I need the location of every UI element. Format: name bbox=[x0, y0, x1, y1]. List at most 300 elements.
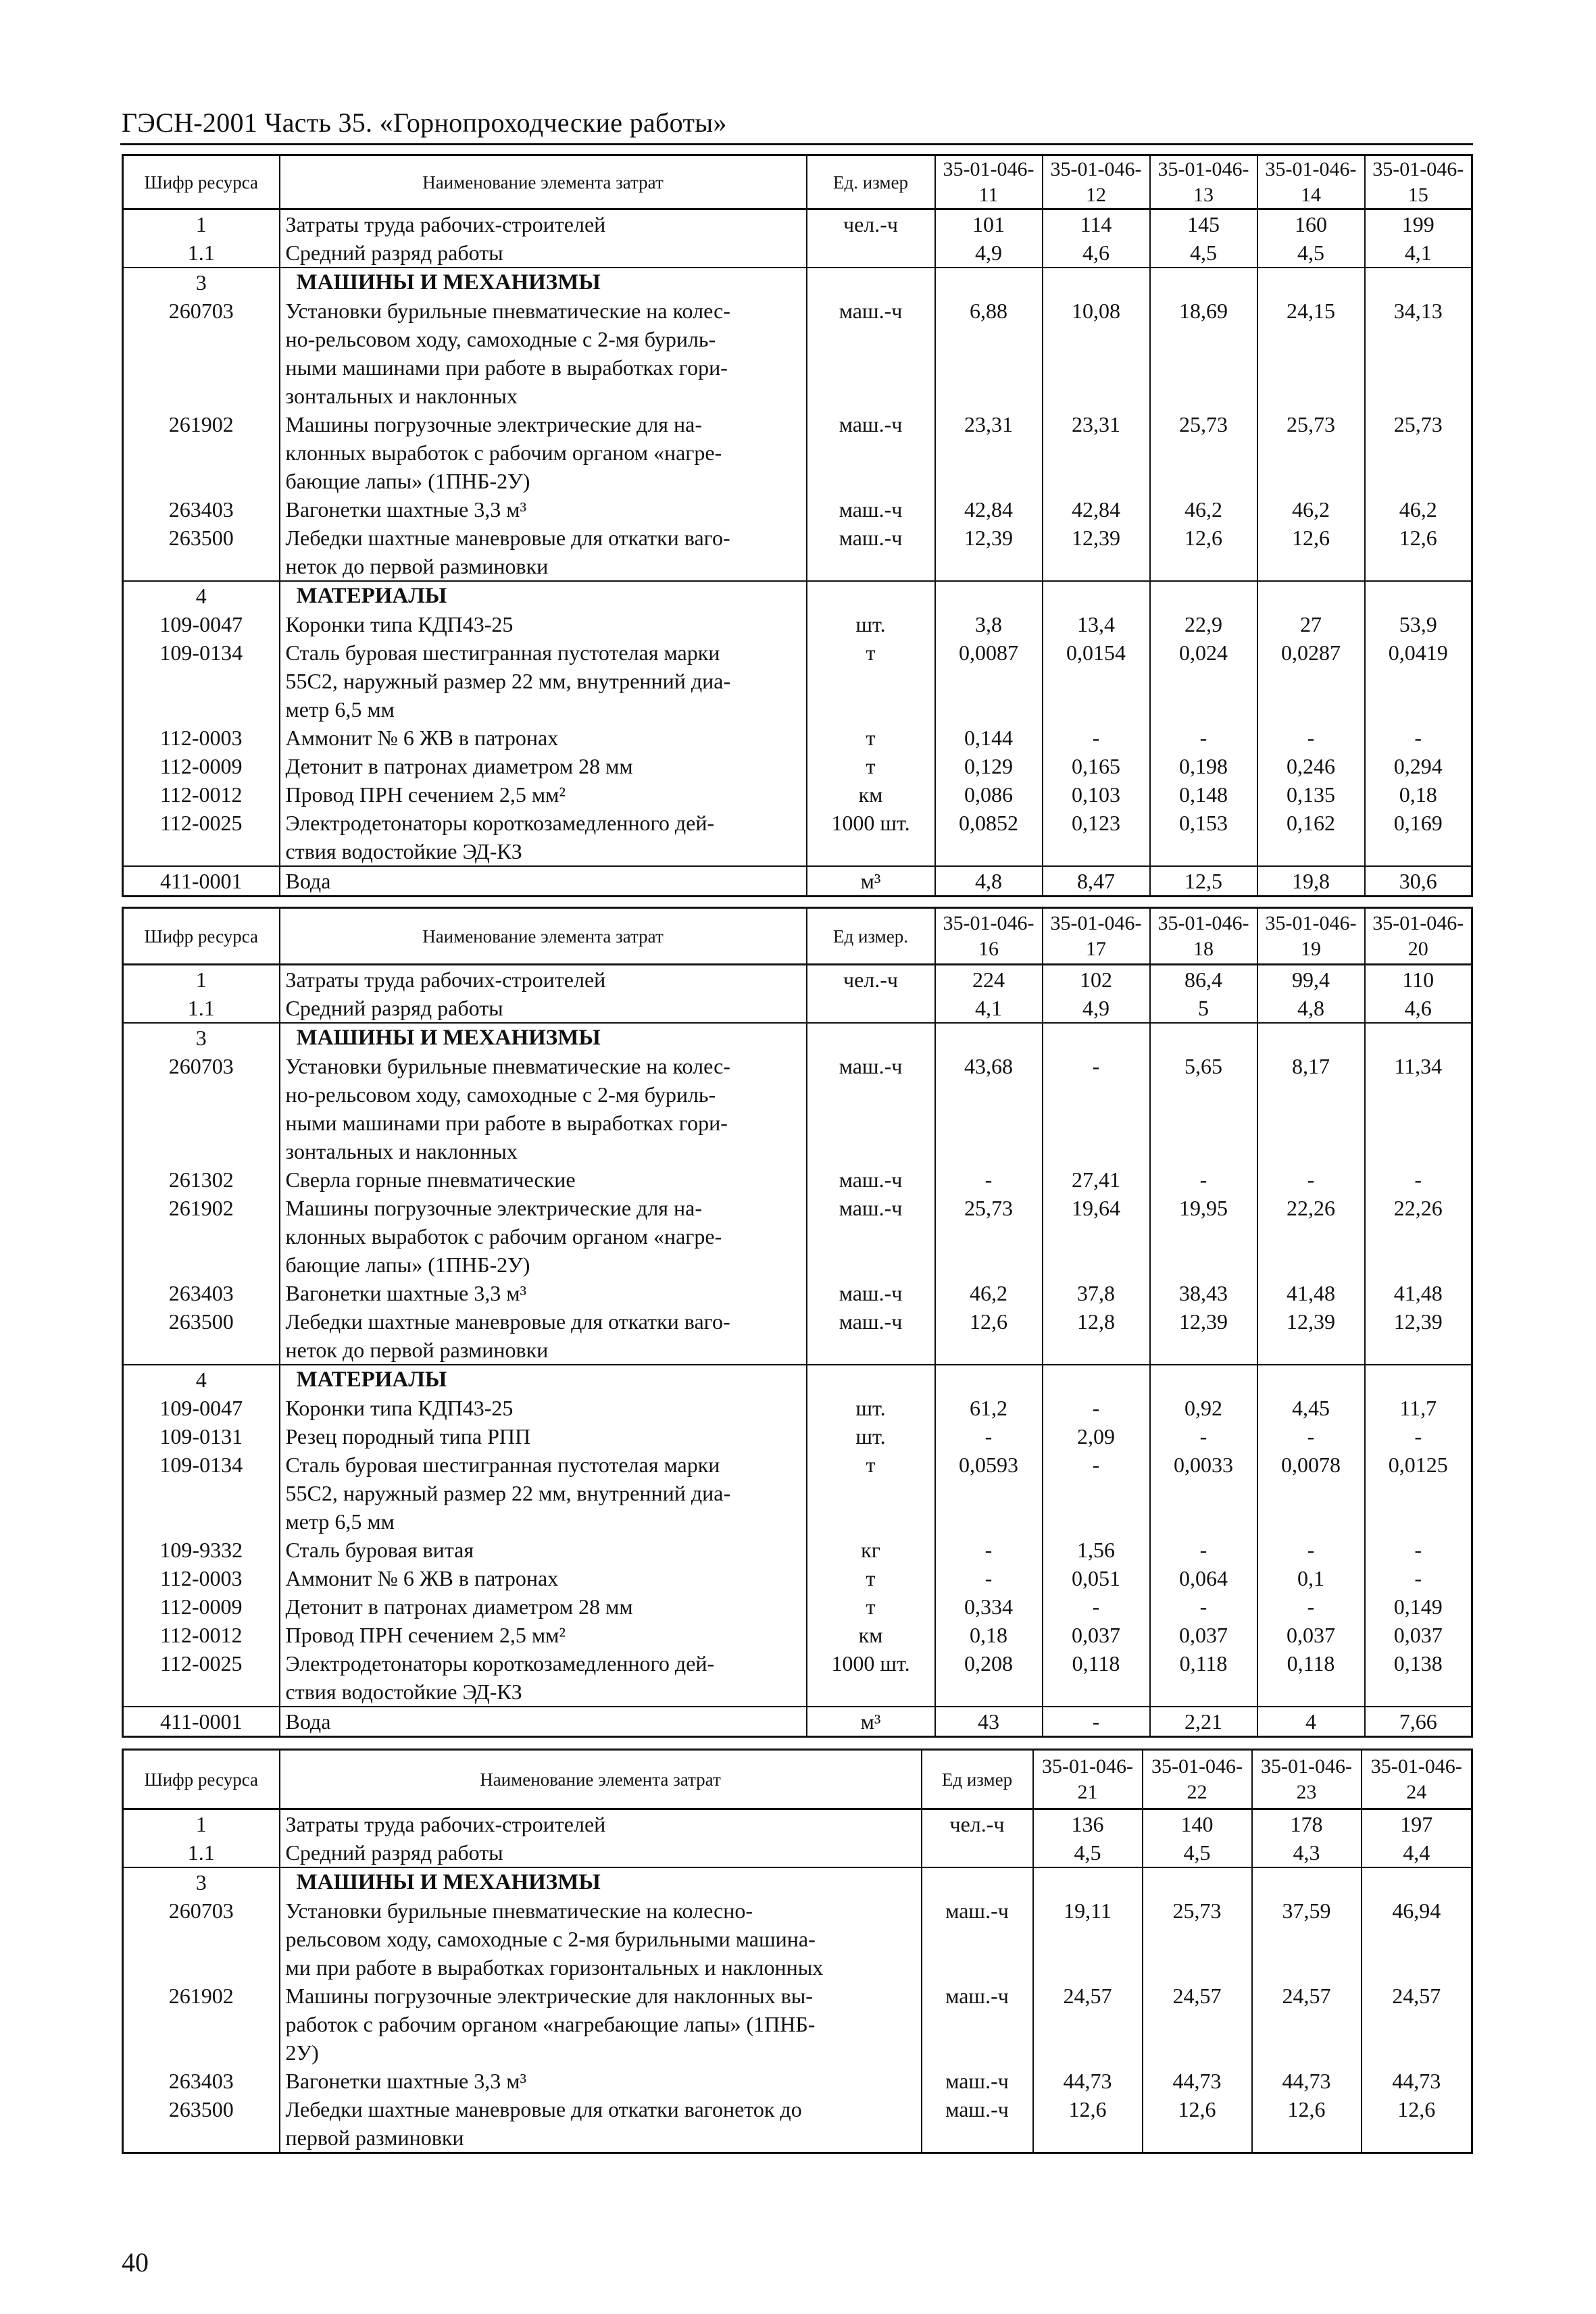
table-row bbox=[123, 1394, 1472, 1422]
resource-value: 110 bbox=[1365, 965, 1472, 995]
header-col-2: 35-01-046-12 bbox=[1043, 155, 1150, 209]
resource-value: 0,149 bbox=[1365, 1592, 1472, 1621]
table-row bbox=[123, 2010, 1472, 2038]
resource-value bbox=[1365, 1336, 1472, 1365]
resource-value: 10,08 bbox=[1043, 297, 1150, 325]
resource-value: 86,4 bbox=[1150, 965, 1257, 995]
resource-code bbox=[123, 667, 280, 695]
resource-value bbox=[1043, 1479, 1150, 1507]
resource-value: 12,6 bbox=[1150, 524, 1257, 552]
table-row bbox=[123, 1621, 1472, 1649]
resource-value: 41,48 bbox=[1365, 1279, 1472, 1307]
table-row bbox=[123, 1137, 1472, 1165]
resource-value bbox=[1043, 1365, 1150, 1394]
resource-value bbox=[1362, 2010, 1472, 2038]
resource-value: 114 bbox=[1043, 209, 1150, 239]
resource-value: - bbox=[1043, 1394, 1150, 1422]
table-row bbox=[123, 1678, 1472, 1707]
table-row bbox=[123, 1564, 1472, 1592]
resource-value: 178 bbox=[1252, 1809, 1362, 1839]
resource-value: 0,0078 bbox=[1257, 1451, 1365, 1479]
resource-value bbox=[935, 1507, 1043, 1536]
resource-table-3 bbox=[122, 1749, 1473, 2154]
resource-code bbox=[123, 1137, 280, 1165]
table-row bbox=[123, 1336, 1472, 1365]
resource-value: 12,6 bbox=[1252, 2095, 1362, 2123]
resource-value bbox=[1043, 695, 1150, 724]
resource-unit: маш.-ч bbox=[807, 1194, 935, 1222]
table-row bbox=[123, 866, 1472, 897]
resource-value bbox=[1150, 438, 1257, 467]
resource-value: 38,43 bbox=[1150, 1279, 1257, 1307]
resource-value: 0,169 bbox=[1365, 809, 1472, 837]
resource-value bbox=[935, 1479, 1043, 1507]
resource-code: 263403 bbox=[123, 1279, 280, 1307]
resource-value bbox=[1257, 667, 1365, 695]
resource-name: Коронки типа КДП43-25 bbox=[280, 1394, 807, 1422]
resource-value bbox=[1257, 552, 1365, 581]
resource-name: метр 6,5 мм bbox=[280, 695, 807, 724]
resource-name: МАШИНЫ И МЕХАНИЗМЫ bbox=[280, 1023, 807, 1052]
resource-name: Вагонетки шахтные 3,3 м³ bbox=[280, 495, 807, 524]
page-header: ГЭСН-2001 Часть 35. «Горнопроходческие работы» bbox=[122, 107, 727, 138]
resource-value: - bbox=[1257, 1536, 1365, 1564]
resource-name: бающие лапы» (1ПНБ-2У) bbox=[280, 467, 807, 495]
table-row bbox=[123, 752, 1472, 780]
resource-name: бающие лапы» (1ПНБ-2У) bbox=[280, 1251, 807, 1279]
resource-value: - bbox=[1257, 1422, 1365, 1451]
resource-value bbox=[935, 268, 1043, 297]
resource-unit: маш.-ч bbox=[922, 1896, 1033, 1925]
resource-unit bbox=[807, 552, 935, 581]
resource-value: - bbox=[935, 1536, 1043, 1564]
table-row bbox=[123, 1307, 1472, 1336]
resource-value bbox=[1365, 353, 1472, 382]
resource-value: - bbox=[1150, 724, 1257, 752]
resource-unit: м³ bbox=[807, 1707, 935, 1737]
header-code: Шифр ресурса bbox=[123, 155, 280, 209]
resource-name: Сталь буровая витая bbox=[280, 1536, 807, 1564]
resource-unit bbox=[807, 667, 935, 695]
resource-code: 109-0134 bbox=[123, 1451, 280, 1479]
resource-value bbox=[1143, 2123, 1252, 2153]
table-row bbox=[123, 724, 1472, 752]
resource-value bbox=[935, 467, 1043, 495]
resource-value: 0,0287 bbox=[1257, 638, 1365, 667]
resource-value bbox=[1150, 1507, 1257, 1536]
resource-value: 23,31 bbox=[935, 410, 1043, 438]
resource-name: работок с рабочим органом «нагребающие лапы» (1ПНБ- bbox=[280, 2010, 922, 2038]
resource-unit bbox=[807, 1109, 935, 1137]
resource-value: 25,73 bbox=[935, 1194, 1043, 1222]
resource-value: 41,48 bbox=[1257, 1279, 1365, 1307]
resource-value: 12,39 bbox=[935, 524, 1043, 552]
table-row bbox=[123, 1451, 1472, 1479]
resource-name: зонтальных и наклонных bbox=[280, 382, 807, 410]
resource-value: 53,9 bbox=[1365, 610, 1472, 638]
resource-value: 140 bbox=[1143, 1809, 1252, 1839]
resource-code bbox=[123, 1925, 280, 1953]
resource-name: Аммонит № 6 ЖВ в патронах bbox=[280, 724, 807, 752]
resource-name: Вода bbox=[280, 1707, 807, 1737]
resource-value bbox=[935, 1222, 1043, 1251]
table-row bbox=[123, 1982, 1472, 2010]
resource-code: 4 bbox=[123, 1365, 280, 1394]
resource-name: Установки бурильные пневматические на колес- bbox=[280, 297, 807, 325]
resource-value: - bbox=[1043, 724, 1150, 752]
resource-value bbox=[935, 1109, 1043, 1137]
table-row bbox=[123, 209, 1472, 239]
resource-value: 0,294 bbox=[1365, 752, 1472, 780]
table-row bbox=[123, 1925, 1472, 1953]
resource-name: клонных выработок с рабочим органом «нагре- bbox=[280, 1222, 807, 1251]
resource-value: 46,2 bbox=[1150, 495, 1257, 524]
resource-unit bbox=[922, 1953, 1033, 1982]
resource-value: 46,2 bbox=[1365, 495, 1472, 524]
resource-name: ными машинами при работе в выработках гори- bbox=[280, 1109, 807, 1137]
resource-value bbox=[1365, 1109, 1472, 1137]
resource-unit bbox=[807, 695, 935, 724]
resource-value: 12,39 bbox=[1043, 524, 1150, 552]
resource-value: 0,118 bbox=[1043, 1649, 1150, 1678]
resource-value: 0,118 bbox=[1257, 1649, 1365, 1678]
resource-value: 0,0033 bbox=[1150, 1451, 1257, 1479]
header-col-4: 35-01-046-24 bbox=[1362, 1750, 1472, 1809]
resource-value bbox=[935, 581, 1043, 610]
resource-value: 0,0125 bbox=[1365, 1451, 1472, 1479]
resource-value: - bbox=[1365, 1165, 1472, 1194]
resource-value: 0,198 bbox=[1150, 752, 1257, 780]
resource-value bbox=[935, 695, 1043, 724]
resource-value: 44,73 bbox=[1143, 2067, 1252, 2095]
header-row bbox=[123, 908, 1472, 965]
resource-unit: маш.-ч bbox=[807, 1165, 935, 1194]
resource-unit bbox=[807, 994, 935, 1023]
resource-table-2 bbox=[122, 907, 1473, 1738]
resource-code: 261902 bbox=[123, 410, 280, 438]
resource-name: Детонит в патронах диаметром 28 мм bbox=[280, 1592, 807, 1621]
resource-value bbox=[1150, 837, 1257, 866]
table-row bbox=[123, 467, 1472, 495]
resource-value bbox=[1365, 1479, 1472, 1507]
resource-name: Средний разряд работы bbox=[280, 238, 807, 268]
resource-unit bbox=[807, 1251, 935, 1279]
resource-name: Средний разряд работы bbox=[280, 994, 807, 1023]
resource-value: 0,135 bbox=[1257, 780, 1365, 809]
resource-value bbox=[1043, 1080, 1150, 1109]
resource-value: 7,66 bbox=[1365, 1707, 1472, 1737]
resource-value bbox=[1257, 1479, 1365, 1507]
resource-code bbox=[123, 438, 280, 467]
resource-name: Вагонетки шахтные 3,3 м³ bbox=[280, 2067, 922, 2095]
resource-value: 24,15 bbox=[1257, 297, 1365, 325]
resource-code: 112-0009 bbox=[123, 1592, 280, 1621]
table-row bbox=[123, 1896, 1472, 1925]
resource-code: 261902 bbox=[123, 1982, 280, 2010]
resource-value bbox=[1150, 1251, 1257, 1279]
resource-value bbox=[1043, 325, 1150, 353]
resource-unit: 1000 шт. bbox=[807, 809, 935, 837]
section-row bbox=[123, 1867, 1472, 1896]
resource-value bbox=[1257, 1080, 1365, 1109]
resource-name: Машины погрузочные электрические для на- bbox=[280, 1194, 807, 1222]
resource-value bbox=[1365, 1507, 1472, 1536]
resource-value bbox=[1365, 467, 1472, 495]
resource-value: - bbox=[1257, 1592, 1365, 1621]
resource-unit: м³ bbox=[807, 866, 935, 897]
table-row bbox=[123, 495, 1472, 524]
resource-name: Установки бурильные пневматические на колесно- bbox=[280, 1896, 922, 1925]
resource-value: 24,57 bbox=[1252, 1982, 1362, 2010]
resource-name: первой разминовки bbox=[280, 2123, 922, 2153]
resource-unit: кг bbox=[807, 1536, 935, 1564]
resource-code: 3 bbox=[123, 268, 280, 297]
resource-name: Коронки типа КДП43-25 bbox=[280, 610, 807, 638]
resource-unit bbox=[922, 1925, 1033, 1953]
resource-code: 112-0025 bbox=[123, 809, 280, 837]
resource-value bbox=[1043, 837, 1150, 866]
resource-code: 260703 bbox=[123, 1052, 280, 1080]
table-row bbox=[123, 1536, 1472, 1564]
resource-unit: маш.-ч bbox=[922, 2067, 1033, 2095]
resource-value bbox=[1365, 325, 1472, 353]
resource-name: 55С2, наружный размер 22 мм, внутренний диа- bbox=[280, 667, 807, 695]
resource-value: - bbox=[1365, 1422, 1472, 1451]
resource-value: - bbox=[1043, 1052, 1150, 1080]
resource-unit bbox=[807, 438, 935, 467]
resource-value: 4,6 bbox=[1043, 238, 1150, 268]
resource-name: рельсовом ходу, самоходные с 2-мя бурильными машина- bbox=[280, 1925, 922, 1953]
header-name: Наименование элемента затрат bbox=[280, 1750, 922, 1809]
resource-value: 4,8 bbox=[1257, 994, 1365, 1023]
resource-unit: маш.-ч bbox=[922, 1982, 1033, 2010]
resource-code bbox=[123, 1479, 280, 1507]
resource-value: 101 bbox=[935, 209, 1043, 239]
resource-value bbox=[1252, 1953, 1362, 1982]
resource-unit: т bbox=[807, 752, 935, 780]
resource-unit: т bbox=[807, 1451, 935, 1479]
resource-unit: т bbox=[807, 638, 935, 667]
resource-value: 4,45 bbox=[1257, 1394, 1365, 1422]
resource-name: Сверла горные пневматические bbox=[280, 1165, 807, 1194]
resource-value: - bbox=[1150, 1165, 1257, 1194]
resource-name: ствия водостойкие ЭД-КЗ bbox=[280, 1678, 807, 1707]
resource-value: 19,8 bbox=[1257, 866, 1365, 897]
resource-value: - bbox=[1257, 724, 1365, 752]
resource-code: 261302 bbox=[123, 1165, 280, 1194]
resource-value: - bbox=[1043, 1451, 1150, 1479]
resource-value: 12,6 bbox=[1365, 524, 1472, 552]
header-col-3: 35-01-046-23 bbox=[1252, 1750, 1362, 1809]
resource-value bbox=[1150, 1023, 1257, 1052]
resource-unit: маш.-ч bbox=[922, 2095, 1033, 2123]
table-row bbox=[123, 1809, 1472, 1839]
resource-value bbox=[1365, 382, 1472, 410]
resource-name: Сталь буровая шестигранная пустотелая марки bbox=[280, 1451, 807, 1479]
resource-value: 12,6 bbox=[1143, 2095, 1252, 2123]
resource-name: Затраты труда рабочих-строителей bbox=[280, 1809, 922, 1839]
resource-value: 12,8 bbox=[1043, 1307, 1150, 1336]
resource-code: 109-9332 bbox=[123, 1536, 280, 1564]
resource-unit bbox=[922, 2123, 1033, 2153]
resource-value: - bbox=[935, 1564, 1043, 1592]
resource-code: 112-0003 bbox=[123, 724, 280, 752]
resource-name: 55С2, наружный размер 22 мм, внутренний диа- bbox=[280, 1479, 807, 1507]
header-row bbox=[123, 1750, 1472, 1809]
resource-value bbox=[935, 382, 1043, 410]
header-col-1: 35-01-046-11 bbox=[935, 155, 1043, 209]
resource-value bbox=[1043, 552, 1150, 581]
table-row bbox=[123, 2123, 1472, 2153]
resource-value: 4,6 bbox=[1365, 994, 1472, 1023]
section-row bbox=[123, 1023, 1472, 1052]
resource-value: 12,39 bbox=[1365, 1307, 1472, 1336]
resource-value bbox=[1043, 667, 1150, 695]
resource-value bbox=[1365, 667, 1472, 695]
resource-value: 11,34 bbox=[1365, 1052, 1472, 1080]
resource-value: 27 bbox=[1257, 610, 1365, 638]
resource-name: Вода bbox=[280, 866, 807, 897]
resource-value bbox=[1257, 325, 1365, 353]
resource-value bbox=[1257, 1336, 1365, 1365]
resource-value: 0,123 bbox=[1043, 809, 1150, 837]
resource-unit bbox=[807, 467, 935, 495]
resource-name: Затраты труда рабочих-строителей bbox=[280, 965, 807, 995]
resource-value: 102 bbox=[1043, 965, 1150, 995]
page-number: 40 bbox=[122, 2247, 149, 2278]
resource-unit bbox=[807, 581, 935, 610]
resource-value: 5 bbox=[1150, 994, 1257, 1023]
table-row bbox=[123, 1507, 1472, 1536]
resource-name: Машины погрузочные электрические для на- bbox=[280, 410, 807, 438]
header-col-3: 35-01-046-18 bbox=[1150, 908, 1257, 965]
resource-value bbox=[1150, 1222, 1257, 1251]
resource-code bbox=[123, 325, 280, 353]
resource-value: 0,118 bbox=[1150, 1649, 1257, 1678]
resource-value: - bbox=[1257, 1165, 1365, 1194]
resource-unit: т bbox=[807, 724, 935, 752]
table-row bbox=[123, 524, 1472, 552]
resource-value: 0,086 bbox=[935, 780, 1043, 809]
table-row bbox=[123, 1707, 1472, 1737]
header-col-2: 35-01-046-22 bbox=[1143, 1750, 1252, 1809]
table-row bbox=[123, 837, 1472, 866]
resource-unit: маш.-ч bbox=[807, 495, 935, 524]
resource-value bbox=[1257, 1109, 1365, 1137]
resource-name: ными машинами при работе в выработках гори- bbox=[280, 353, 807, 382]
resource-code bbox=[123, 2123, 280, 2153]
resource-value bbox=[1033, 2038, 1143, 2067]
resource-value: 145 bbox=[1150, 209, 1257, 239]
resource-code: 109-0131 bbox=[123, 1422, 280, 1451]
resource-value: 12,39 bbox=[1257, 1307, 1365, 1336]
resource-code: 260703 bbox=[123, 297, 280, 325]
resource-value: 0,037 bbox=[1043, 1621, 1150, 1649]
resource-value bbox=[1150, 268, 1257, 297]
resource-value bbox=[1150, 695, 1257, 724]
resource-value: 4,1 bbox=[935, 994, 1043, 1023]
resource-value: 0,0087 bbox=[935, 638, 1043, 667]
resource-value: 43,68 bbox=[935, 1052, 1043, 1080]
resource-name: но-рельсовом ходу, самоходные с 2-мя буриль- bbox=[280, 1080, 807, 1109]
resource-value: 24,57 bbox=[1362, 1982, 1472, 2010]
resource-code bbox=[123, 2010, 280, 2038]
resource-value bbox=[1150, 325, 1257, 353]
resource-value: 12,6 bbox=[1362, 2095, 1472, 2123]
resource-value: 25,73 bbox=[1143, 1896, 1252, 1925]
resource-value bbox=[1033, 2010, 1143, 2038]
resource-value: 0,037 bbox=[1365, 1621, 1472, 1649]
table-row bbox=[123, 638, 1472, 667]
resource-value: 18,69 bbox=[1150, 297, 1257, 325]
header-col-4: 35-01-046-14 bbox=[1257, 155, 1365, 209]
resource-value: - bbox=[1150, 1536, 1257, 1564]
resource-value: 24,57 bbox=[1143, 1982, 1252, 2010]
resource-value bbox=[1043, 382, 1150, 410]
resource-code: 112-0012 bbox=[123, 780, 280, 809]
resource-name: Лебедки шахтные маневровые для откатки вагонеток до bbox=[280, 2095, 922, 2123]
header-col-1: 35-01-046-16 bbox=[935, 908, 1043, 965]
resource-value bbox=[935, 353, 1043, 382]
resource-value: 61,2 bbox=[935, 1394, 1043, 1422]
resource-value bbox=[1257, 268, 1365, 297]
table-row bbox=[123, 1194, 1472, 1222]
resource-value bbox=[935, 1251, 1043, 1279]
resource-value bbox=[1150, 1137, 1257, 1165]
table-row bbox=[123, 1222, 1472, 1251]
resource-value bbox=[1143, 1953, 1252, 1982]
resource-value bbox=[1257, 467, 1365, 495]
table-row bbox=[123, 1052, 1472, 1080]
resource-value bbox=[1365, 1137, 1472, 1165]
resource-value bbox=[1043, 1023, 1150, 1052]
resource-code bbox=[123, 837, 280, 866]
resource-code: 109-0134 bbox=[123, 638, 280, 667]
resource-value: - bbox=[935, 1422, 1043, 1451]
table-row bbox=[123, 1080, 1472, 1109]
resource-unit: шт. bbox=[807, 1422, 935, 1451]
resource-unit bbox=[807, 1507, 935, 1536]
resource-name: Средний разряд работы bbox=[280, 1838, 922, 1867]
resource-value: 0,18 bbox=[1365, 780, 1472, 809]
resource-value: 0,051 bbox=[1043, 1564, 1150, 1592]
resource-value bbox=[1257, 695, 1365, 724]
resource-value bbox=[1252, 2038, 1362, 2067]
resource-value bbox=[1150, 353, 1257, 382]
resource-value: 12,5 bbox=[1150, 866, 1257, 897]
resource-value bbox=[935, 438, 1043, 467]
header-row bbox=[123, 155, 1472, 209]
resource-unit bbox=[807, 1080, 935, 1109]
resource-value: 11,7 bbox=[1365, 1394, 1472, 1422]
resource-unit bbox=[807, 1678, 935, 1707]
resource-unit: шт. bbox=[807, 610, 935, 638]
header-unit: Ед. измер bbox=[807, 155, 935, 209]
table-row bbox=[123, 1109, 1472, 1137]
resource-value bbox=[935, 552, 1043, 581]
resource-value bbox=[1365, 1251, 1472, 1279]
resource-value: 4,8 bbox=[935, 866, 1043, 897]
header-name: Наименование элемента затрат bbox=[280, 155, 807, 209]
resource-value: 224 bbox=[935, 965, 1043, 995]
resource-name: ствия водостойкие ЭД-КЗ bbox=[280, 837, 807, 866]
resource-value bbox=[1252, 1867, 1362, 1896]
table-row bbox=[123, 965, 1472, 995]
resource-value: 0,064 bbox=[1150, 1564, 1257, 1592]
resource-value: - bbox=[1150, 1592, 1257, 1621]
section-row bbox=[123, 581, 1472, 610]
resource-value: 42,84 bbox=[935, 495, 1043, 524]
